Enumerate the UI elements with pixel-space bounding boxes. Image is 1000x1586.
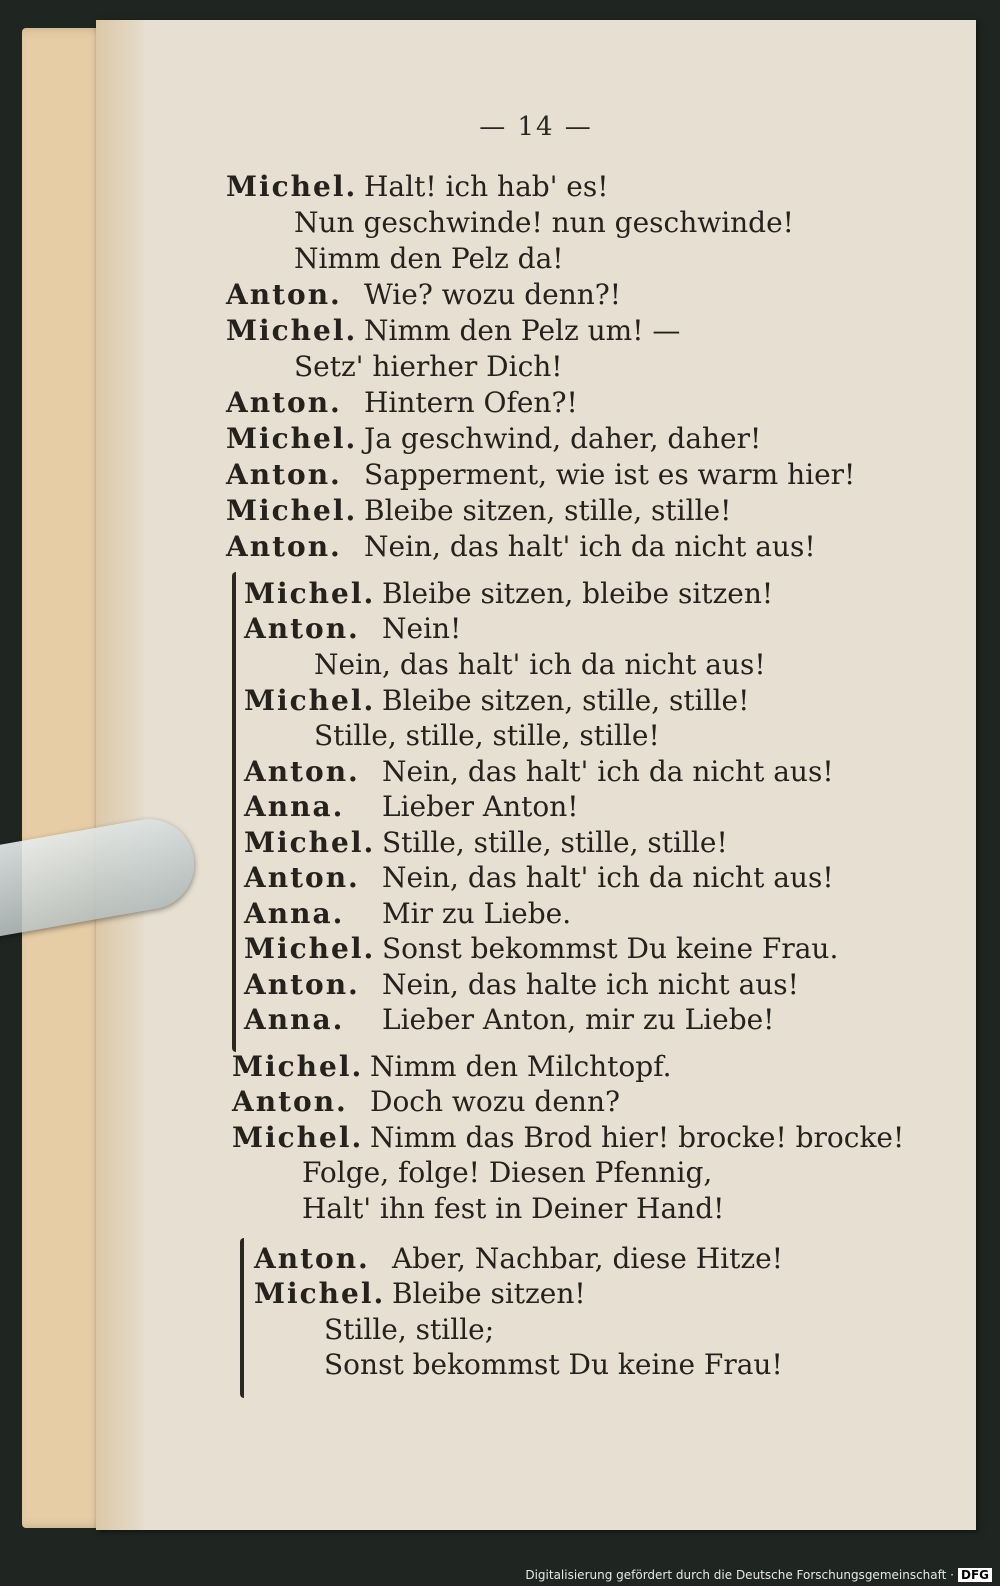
dialogue-line: Michel. Nimm den Milchtopf. (232, 1050, 672, 1083)
dialogue-line: Anton. Sapperment, wie ist es warm hier! (226, 458, 856, 491)
dialogue-line: Michel. Bleibe sitzen! (254, 1277, 586, 1310)
dialogue-line: Anton. Nein, das halte ich nicht aus! (244, 968, 799, 1001)
dialogue-line: Michel. Stille, stille, stille, stille! (244, 826, 728, 859)
dfg-logo: DFG (958, 1568, 992, 1582)
dialogue-line: Anna. Mir zu Liebe. (244, 897, 572, 930)
dialogue-line: Nun geschwinde! nun geschwinde! (294, 206, 794, 239)
dialogue-line: Halt' ihn fest in Deiner Hand! (302, 1192, 725, 1225)
digitization-footer (525, 1568, 992, 1582)
dialogue-line: Michel. Nimm das Brod hier! brocke! brocke! (232, 1121, 905, 1154)
dialogue-line: Michel. Sonst bekommst Du keine Frau. (244, 932, 839, 965)
page-gutter (96, 20, 144, 1530)
dialogue-line: Anton. Nein! (244, 612, 462, 645)
dialogue-line: Michel. Bleibe sitzen, stille, stille! (226, 494, 732, 527)
dialogue-line: Anton. Hintern Ofen?! (226, 386, 578, 419)
dialogue-line: Michel. Ja geschwind, daher, daher! (226, 422, 762, 455)
dialogue-line: Sonst bekommst Du keine Frau! (324, 1348, 783, 1381)
ensemble-brace-2 (240, 1238, 244, 1398)
ensemble-brace-1 (232, 572, 236, 1052)
dialogue-line: Anton. Nein, das halt' ich da nicht aus! (244, 861, 834, 894)
dialogue-line: Setz' hierher Dich! (294, 350, 563, 383)
dialogue-line: Folge, folge! Diesen Pfennig, (302, 1156, 713, 1189)
page-number: — 14 — (479, 112, 593, 142)
dialogue-line: Anna. Lieber Anton, mir zu Liebe! (244, 1003, 775, 1036)
footer-text: Digitalisierung gefördert durch die Deutsche Forschungsgemeinschaft · (525, 1568, 954, 1582)
dialogue-line: Anton. Aber, Nachbar, diese Hitze! (254, 1242, 783, 1275)
dialogue-line: Stille, stille; (324, 1313, 495, 1346)
dialogue-line: Nein, das halt' ich da nicht aus! (314, 648, 766, 681)
dialogue-line: Stille, stille, stille, stille! (314, 719, 660, 752)
dialogue-line: Anton. Wie? wozu denn?! (226, 278, 622, 311)
dialogue-line: Anton. Nein, das halt' ich da nicht aus! (226, 530, 816, 563)
dialogue-line: Michel. Nimm den Pelz um! — (226, 314, 681, 347)
dialogue-line: Michel. Bleibe sitzen, bleibe sitzen! (244, 577, 774, 610)
dialogue-line: Anna. Lieber Anton! (244, 790, 579, 823)
dialogue-line: Michel. Bleibe sitzen, stille, stille! (244, 684, 750, 717)
dialogue-line: Anton. Nein, das halt' ich da nicht aus! (244, 755, 834, 788)
dialogue-line: Michel. Halt! ich hab' es! (226, 170, 609, 203)
dialogue-line: Anton. Doch wozu denn? (232, 1085, 621, 1118)
dialogue-line: Nimm den Pelz da! (294, 242, 564, 275)
book-page (96, 20, 976, 1530)
